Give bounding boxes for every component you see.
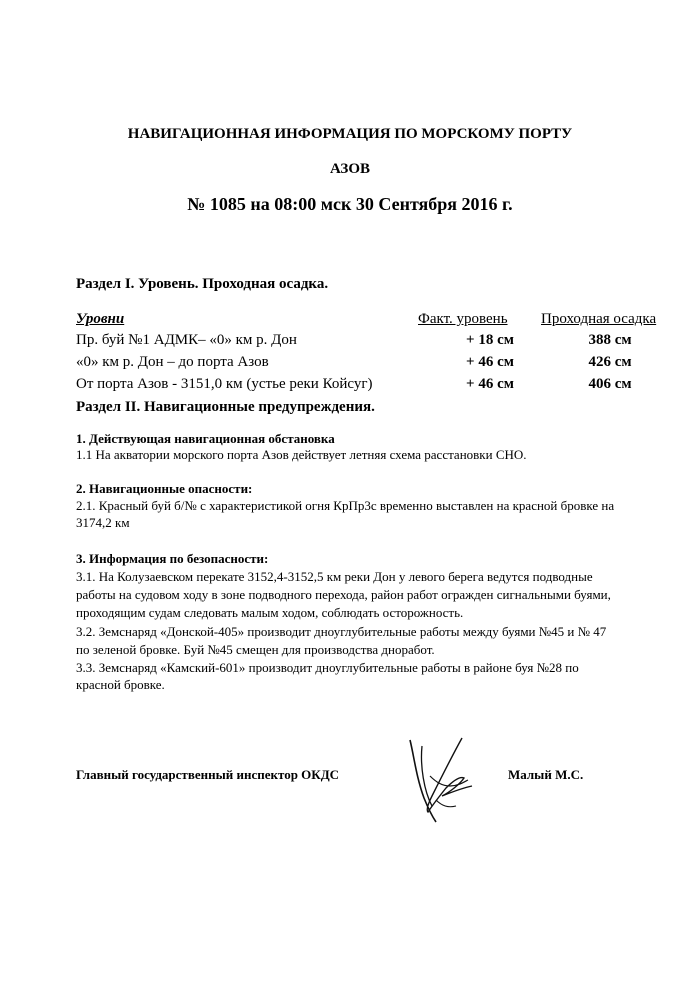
section1-title: Раздел I. Уровень. Проходная осадка.: [76, 276, 329, 292]
level-row-name: От порта Азов - 3151,0 км (устье реки Койсуг): [76, 376, 373, 392]
subsection3-line: 3.3. Земснаряд «Камский-601» производит дноуглубительные работы в районе буя №28 по: [76, 660, 579, 675]
subsection3-line: 3.2. Земснаряд «Донской-405» производит дноуглубительные работы между буями №45 и № 47: [76, 624, 607, 639]
subsection3-line: работы на судовом ходу в зоне подводного перехода, район работ огражден сигнальными буями,: [76, 587, 611, 602]
issue-number-date: № 1085 на 08:00 мск 30 Сентября 2016 г.: [187, 194, 513, 214]
subsection1-heading: 1. Действующая навигационная обстановка: [76, 431, 335, 446]
section2-title: Раздел II. Навигационные предупреждения.: [76, 399, 375, 415]
subsection2-line: 2.1. Красный буй б/№ с характеристикой огня КрПр3с временно выставлен на красной бровке на: [76, 498, 615, 513]
col-header-draft: Проходная осадка: [541, 311, 657, 327]
level-row-actual: + 18 см: [466, 332, 514, 348]
document-title: НАВИГАЦИОННАЯ ИНФОРМАЦИЯ ПО МОРСКОМУ ПОРТУ: [127, 126, 573, 142]
subsection2-heading: 2. Навигационные опасности:: [76, 481, 253, 496]
subsection3-line: проходящим судам следовать малым ходом, соблюдать осторожность.: [76, 605, 464, 620]
subsection3-line: по зеленой бровке. Буй №45 смещен для производства дноработ.: [76, 642, 435, 657]
level-row-draft: 388 см: [588, 332, 632, 348]
level-row-actual: + 46 см: [466, 376, 514, 392]
handwritten-signature: [402, 736, 484, 824]
signatory-position: Главный государственный инспектор ОКДС: [76, 767, 340, 782]
subsection3-line: красной бровке.: [76, 677, 165, 692]
level-row-name: Пр. буй №1 АДМК– «0» км р. Дон: [76, 332, 297, 348]
level-row-name: «0» км р. Дон – до порта Азов: [76, 354, 269, 370]
subsection2-line: 3174,2 км: [76, 515, 130, 530]
subsection3-line: 3.1. На Колузаевском перекате 3152,4-3152,5 км реки Дон у левого берега ведутся подводные: [76, 569, 593, 584]
subsection3-heading: 3. Информация по безопасности:: [76, 551, 269, 566]
level-row-actual: + 46 см: [466, 354, 514, 370]
signatory-name: Малый М.С.: [508, 767, 584, 782]
col-header-levels: Уровни: [76, 311, 125, 327]
col-header-actual-level: Факт. уровень: [418, 311, 508, 327]
level-row-draft: 426 см: [588, 354, 632, 370]
port-name: АЗОВ: [329, 161, 371, 177]
level-row-draft: 406 см: [588, 376, 632, 392]
subsection1-line: 1.1 На акватории морского порта Азов действует летняя схема расстановки СНО.: [76, 447, 527, 462]
